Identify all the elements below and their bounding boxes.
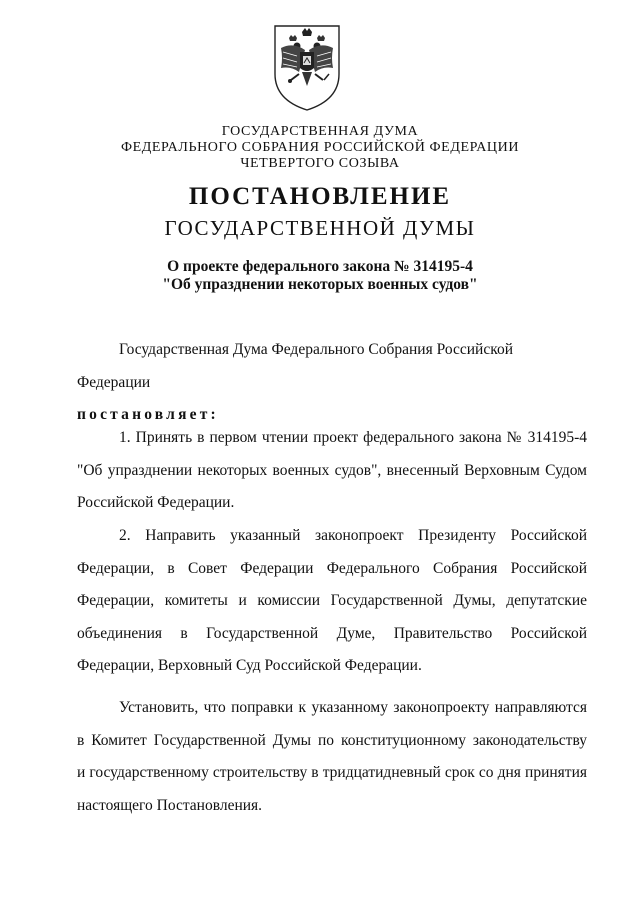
subject-line-2: "Об упразднении некоторых военных судов"	[162, 276, 478, 293]
item-3-line-4: настоящего Постановления.	[77, 796, 263, 814]
item-3-line-3: и государственному строительству в тридцатидневный срок со дня принятия	[77, 764, 587, 781]
item-2-line-3: Федерации, комитеты и комиссии Государственной Думы, депутатские	[77, 592, 587, 609]
item-1-line-3: Российской Федерации.	[77, 494, 235, 511]
coat-of-arms-emblem	[269, 22, 345, 112]
item-1-paragraph	[77, 422, 587, 520]
item-2-paragraph	[77, 520, 587, 683]
decree-word: постановляет:	[77, 406, 219, 423]
header-line-3: ЧЕТВЕРТОГО СОЗЫВА	[240, 156, 400, 171]
item-3-paragraph	[77, 692, 587, 822]
header-line-2: ФЕДЕРАЛЬНОГО СОБРАНИЯ РОССИЙСКОЙ ФЕДЕРАЦИИ	[120, 140, 520, 155]
item-3-line-1: Установить, что поправки к указанному законопроекту направляются	[119, 699, 587, 716]
document-subtitle: ГОСУДАРСТВЕННОЙ ДУМЫ	[164, 216, 476, 240]
subject-line-1: О проекте федерального закона № 314195-4	[167, 258, 473, 275]
header-line-1: ГОСУДАРСТВЕННАЯ ДУМА	[221, 124, 419, 139]
item-3-line-2: в Комитет Государственной Думы по конституционному законодательству	[77, 731, 587, 749]
item-2-line-1: 2. Направить указанный законопроект Президенту Российской	[119, 527, 587, 544]
item-1-line-2: "Об упразднении некоторых военных судов", внесенный Верховным Судом	[77, 461, 587, 479]
intro-text: Государственная Дума Федерального Собрания Российской Федерации	[77, 341, 513, 391]
document-title: ПОСТАНОВЛЕНИЕ	[188, 183, 452, 210]
item-2-line-4: объединения в Государственной Думе, Правительство Российской	[77, 624, 587, 642]
item-2-line-2: Федерации, в Совет Федерации Федерального Собрания Российской	[77, 559, 587, 577]
item-2-line-5: Федерации, Верховный Суд Российской Федерации.	[77, 657, 422, 674]
item-1-line-1: 1. Принять в первом чтении проект федерального закона № 314195-4	[119, 429, 587, 446]
intro-paragraph	[77, 334, 587, 432]
